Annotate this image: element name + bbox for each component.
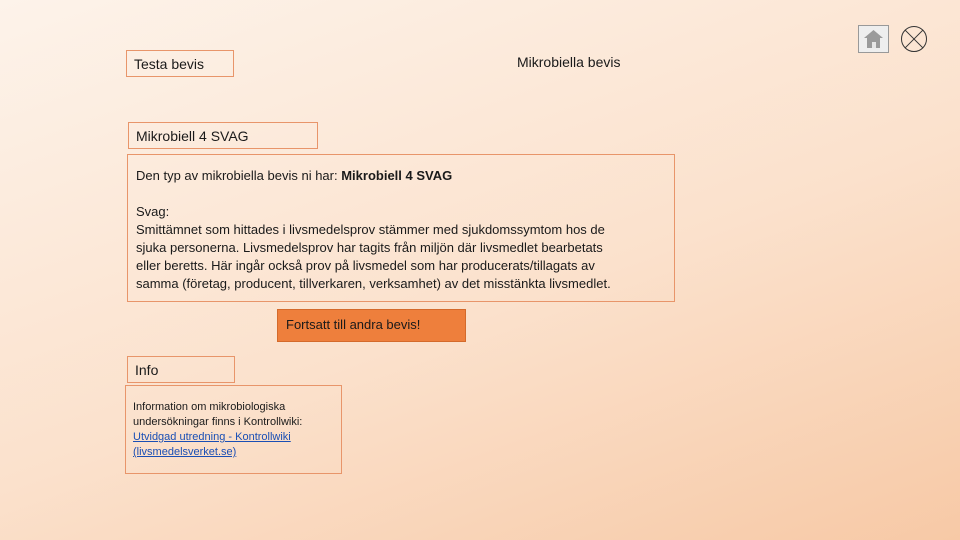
info-box bbox=[125, 385, 342, 474]
section-label bbox=[128, 122, 318, 149]
info-label bbox=[127, 356, 235, 383]
info-text: Information om mikrobiologiska undersökningar finns i Kontrollwiki: bbox=[133, 401, 303, 428]
continue-button[interactable]: Fortsatt till andra bevis! bbox=[277, 309, 466, 342]
page-title: Mikrobiella bevis bbox=[517, 54, 621, 70]
close-button[interactable] bbox=[900, 25, 928, 53]
evidence-type-prefix: Den typ av mikrobiella bevis ni har: bbox=[136, 168, 338, 183]
test-evidence-label bbox=[126, 50, 234, 77]
info-label-text: Info bbox=[135, 361, 159, 378]
evidence-type-value: Mikrobiell 4 SVAG bbox=[341, 168, 453, 183]
evidence-type-line bbox=[136, 167, 666, 185]
home-icon bbox=[859, 26, 888, 52]
test-evidence-text: Testa bevis bbox=[134, 55, 205, 72]
close-icon bbox=[900, 25, 928, 53]
evidence-description: Svag: Smittämnet som hittades i livsmedelsprov stämmer med sjukdomssymtom hos de sjuka personerna. Livsmedelsprov har tagits från miljön där livsmedlet bearbetats eller beretts. Här ingår också prov på livsmedel som har producerats/tillagats av samma (företag, producent, tillverkaren, verksamhet) av det misstänkta livsmedlet. bbox=[136, 204, 611, 291]
description-box bbox=[127, 154, 675, 302]
kontrollwiki-link[interactable]: Utvidgad utredning - Kontrollwiki (livsmedelsverket.se) bbox=[133, 431, 291, 458]
home-button[interactable] bbox=[858, 25, 889, 53]
section-label-text: Mikrobiell 4 SVAG bbox=[136, 127, 249, 144]
